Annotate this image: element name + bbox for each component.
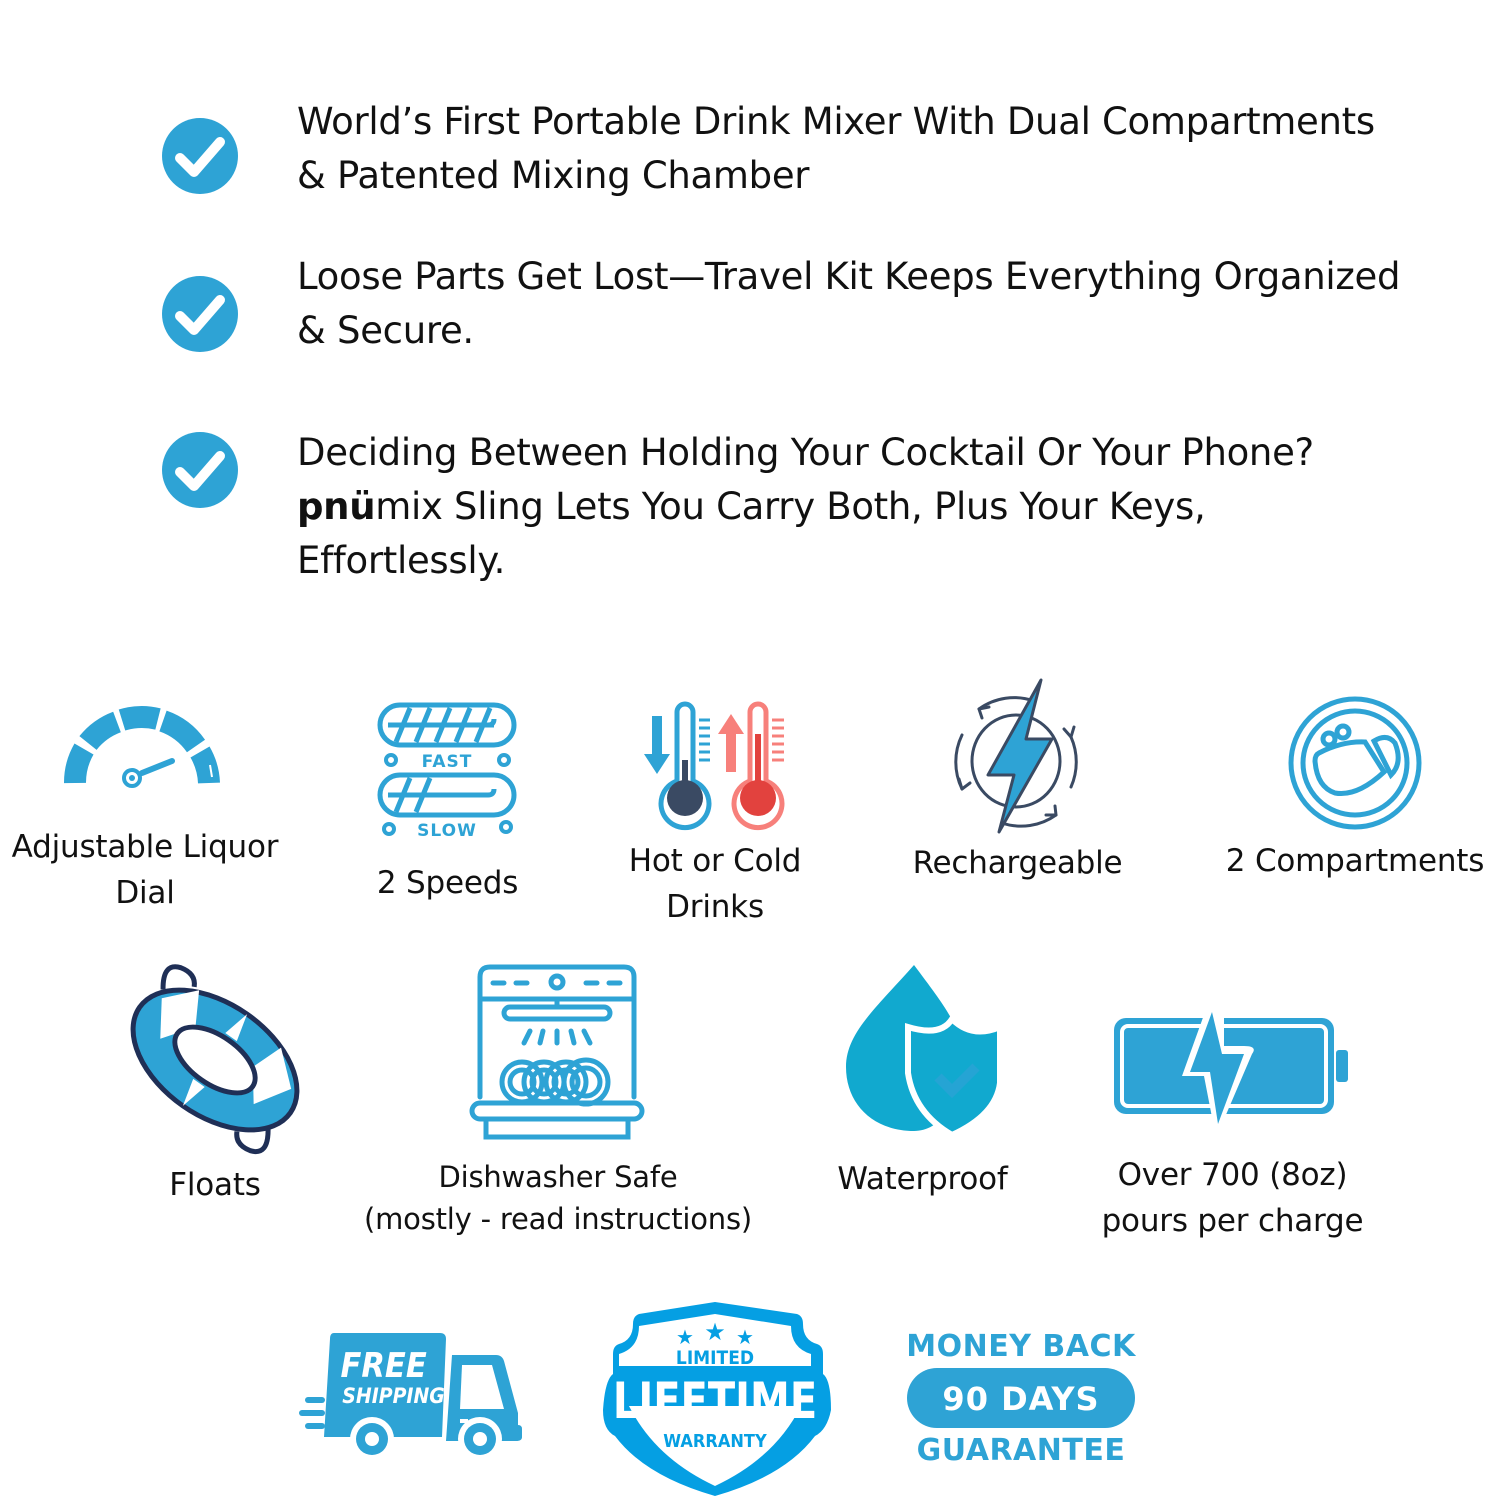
warranty-lifetime-label: LIFETIME (612, 1371, 818, 1431)
feature-label-line: Dishwasher Safe (438, 1160, 678, 1194)
feature-label (810, 1156, 1035, 1202)
benefit-text (297, 426, 1314, 588)
feature-label-line: Dial (115, 875, 175, 911)
feature-label-line: 2 Speeds (376, 865, 519, 901)
feature-label-line: pours per charge (1101, 1203, 1364, 1239)
feature-label (330, 1156, 786, 1240)
benefit-line: & Secure. (297, 309, 474, 352)
feature-label-line: Over 700 (8oz) (1117, 1157, 1348, 1193)
benefit-line-rest: mix Sling Lets You Carry Both, Plus Your Keys, (375, 485, 1206, 528)
benefit-text (297, 250, 1400, 358)
benefit-line: & Patented Mixing Chamber (297, 154, 810, 197)
feature-label (1085, 1152, 1380, 1244)
feature-label (120, 1162, 310, 1208)
feature-label-line: Adjustable Liquor (11, 829, 279, 865)
free-shipping-truck-icon (300, 1333, 525, 1463)
lifetime-warranty-shield-icon (605, 1300, 825, 1496)
fast-label: FAST (421, 752, 473, 772)
brand-name: pnü (297, 485, 376, 528)
benefit-line: World’s First Portable Drink Mixer With Dual Compartments (297, 100, 1375, 143)
speedometer-icon (62, 705, 222, 795)
feature-label-line: Hot or Cold (628, 843, 802, 879)
dishwasher-icon (468, 963, 646, 1141)
benefit-line (297, 480, 1314, 534)
warranty-limited-label: LIMITED (675, 1347, 755, 1370)
shipping-label-shipping: SHIPPING (342, 1383, 445, 1409)
check-circle-icon (162, 118, 238, 194)
feature-label (1210, 838, 1500, 884)
feature-label (895, 840, 1140, 886)
benefit-line: Effortlessly. (297, 539, 506, 582)
life-ring-icon (122, 982, 308, 1137)
star-icon: ★ (676, 1325, 694, 1349)
check-circle-icon (162, 432, 238, 508)
thermometer-icon (644, 702, 786, 828)
feature-label (595, 838, 835, 930)
battery-charge-icon (1112, 998, 1352, 1138)
money-back-guarantee-badge (905, 1326, 1137, 1466)
feature-label-line: 2 Compartments (1225, 843, 1485, 879)
feature-label-line: Floats (169, 1167, 261, 1203)
warranty-bottom-label: WARRANTY (663, 1431, 767, 1453)
waterproof-shield-icon (846, 963, 1002, 1135)
feature-label-line: (mostly - read instructions) (364, 1202, 752, 1236)
benefit-line: Loose Parts Get Lost—Travel Kit Keeps Everything Organized (297, 255, 1401, 298)
star-icon: ★ (704, 1318, 726, 1346)
slow-label: SLOW (417, 821, 477, 841)
check-circle-icon (162, 276, 238, 352)
guarantee-label: GUARANTEE (916, 1433, 1126, 1468)
ninety-days-label: 90 DAYS (942, 1380, 1100, 1418)
shipping-label-free: FREE (340, 1345, 427, 1386)
feature-label-line: Rechargeable (912, 845, 1123, 881)
speed-switch-icon (376, 702, 518, 842)
recharge-bolt-icon (944, 677, 1089, 837)
money-back-label: MONEY BACK (906, 1329, 1136, 1364)
feature-label (0, 824, 290, 916)
benefit-line: Deciding Between Holding Your Cocktail Or Your Phone? (297, 431, 1314, 474)
compartments-icon (1287, 697, 1423, 829)
feature-label-line: Waterproof (837, 1161, 1008, 1197)
benefit-text (297, 95, 1375, 203)
star-icon: ★ (736, 1325, 754, 1349)
feature-label-line: Drinks (666, 889, 764, 925)
feature-label (330, 860, 565, 906)
